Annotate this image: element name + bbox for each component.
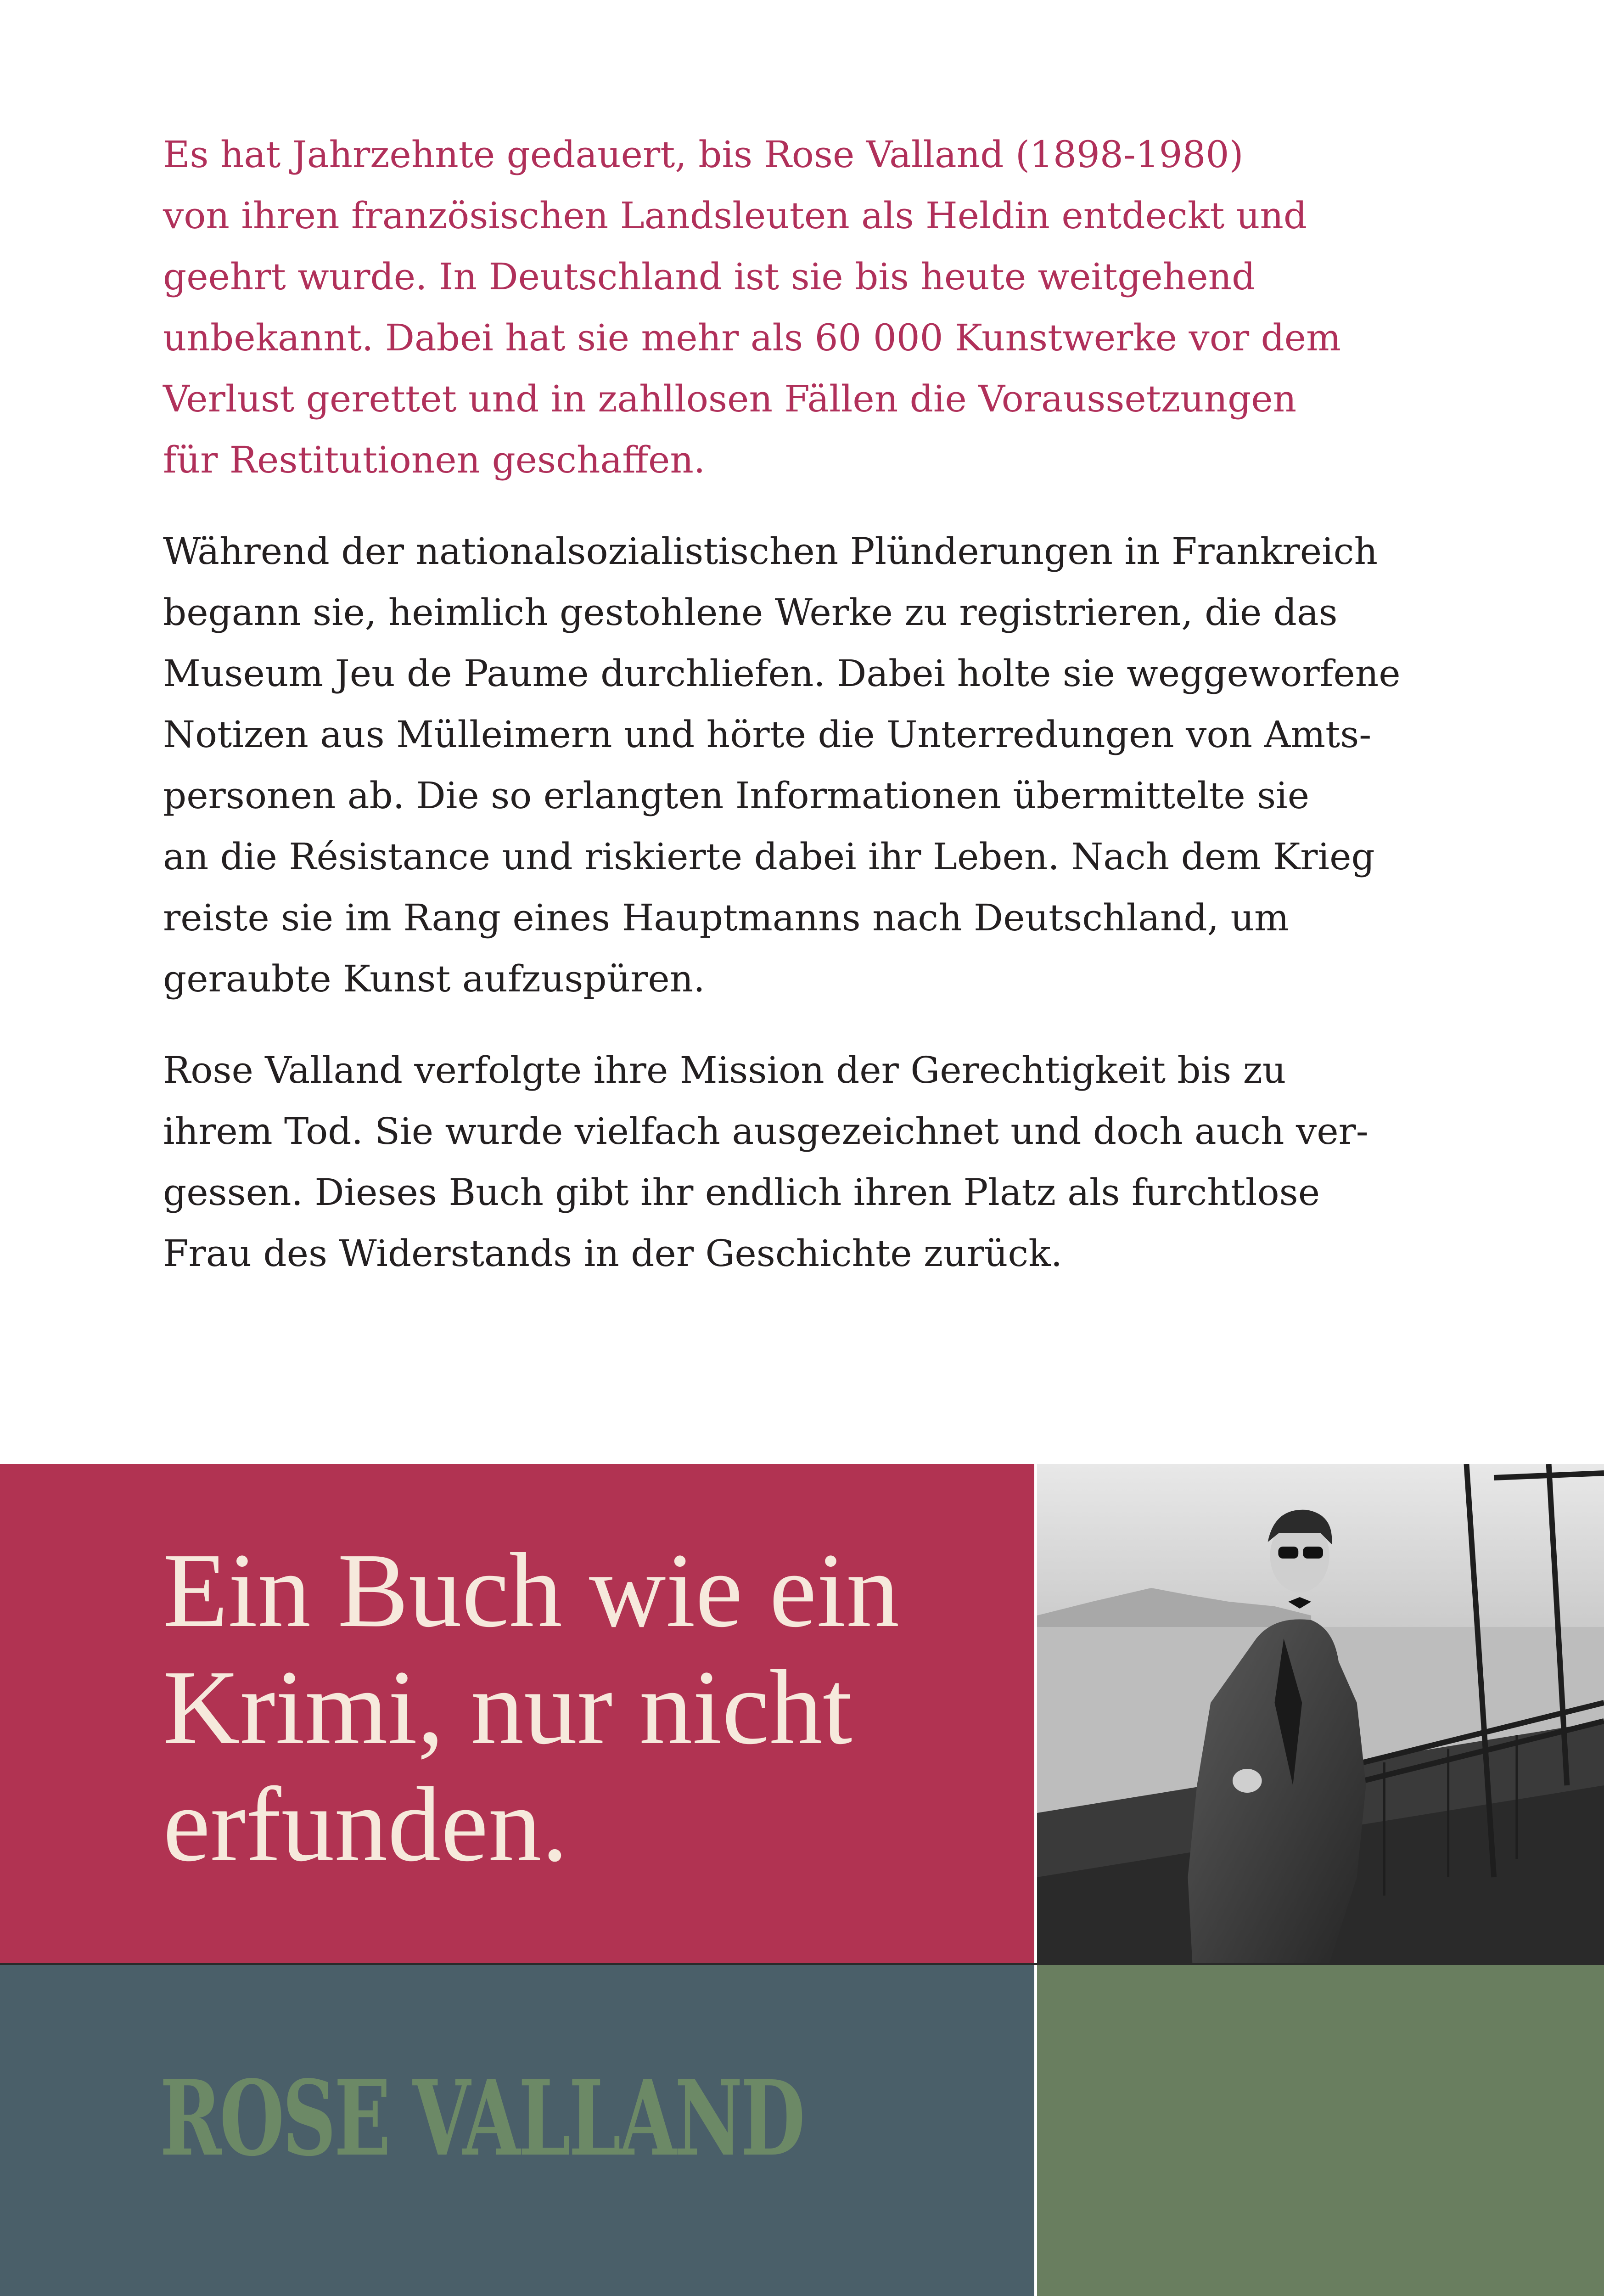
name-panel [0, 1965, 1034, 2296]
body-paragraph-2: Rose Valland verfolgte ihre Mission der Gerechtigkeit bis zu ihrem Tod. Sie wurde vielfach ausgezeichnet und doch auch ver- gessen. Dieses Buch gibt ihr endlich ihren Platz als furchtlose Frau des Widerstands in der Geschichte zurück. [163, 1049, 1368, 1275]
back-cover-text [163, 124, 1494, 1284]
tagline-quote: Ein Buch wie ein Krimi, nur nicht erfunden. [163, 1531, 900, 1884]
portrait-photo [1034, 1464, 1604, 1963]
quote-panel [0, 1464, 1034, 1963]
name-stamp: ROSE VALLAND [160, 2058, 803, 2179]
green-panel [1034, 1965, 1604, 2296]
intro-paragraph: Es hat Jahrzehnte gedauert, bis Rose Valland (1898-1980) von ihren französischen Landsleuten als Heldin entdeckt und geehrt wurde. In Deutschland ist sie bis heute weitgehend unbekannt. Dabei hat sie mehr als 60 000 Kunstwerke vor dem Verlust gerettet und in zahllosen Fällen die Voraussetzungen für Restitutionen geschaffen. [163, 133, 1341, 481]
portrait-photo-icon [1037, 1464, 1604, 1963]
body-paragraph-1: Während der nationalsozialistischen Plünderungen in Frankreich begann sie, heimlich gestohlene Werke zu registrieren, die das Museum Jeu de Paume durchliefen. Dabei holte sie weggeworfene Notizen aus Mülleimern und hörte die Unterredungen von Amts- personen ab. Die so erlangten Informationen übermittelte sie an die Résistance und riskierte dabei ihr Leben. Nach dem Krieg reiste sie im Rang eines Hauptmanns nach Deutschland, um geraubte Kunst aufzuspüren. [163, 530, 1401, 1000]
